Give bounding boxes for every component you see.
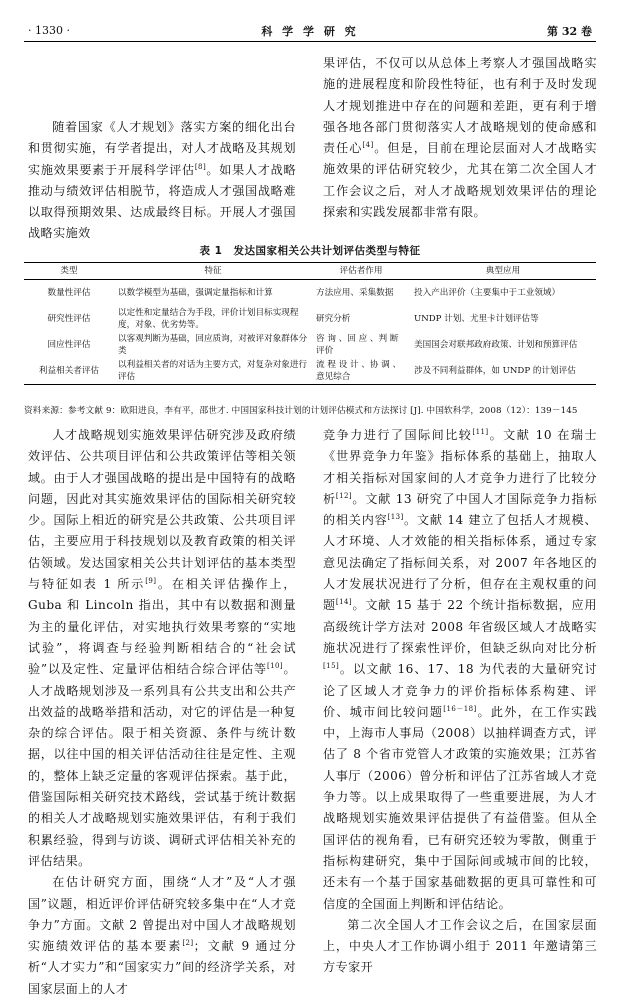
table-cell: 研究性评估 — [47, 314, 91, 324]
table-cell: 美国国会对联邦政府政策、计划和预算评估 — [414, 340, 578, 350]
table-cell: 以利益相关者的对话为主要方式，对复杂对象进行评估 — [114, 358, 312, 385]
running-header — [24, 22, 596, 40]
citation-ref: [11] — [472, 427, 489, 436]
table-cell: UNDP 计划、尤里卡计划评估等 — [414, 314, 539, 324]
paragraph: 随着国家《人才规划》落实方案的细化出台和贯彻实施，有学者提出，对人才战略及其规划实施效果要素于开展科学评估[8]。如果人才战略推动与绩效评估相脱节，将造成人才强国战略难以取得预期效果、达成最终目标。开展人才强国战略实施效 — [28, 120, 296, 241]
citation-ref: [13] — [387, 513, 404, 522]
paragraph: 人才战略规划实施效果评估研究涉及政府绩效评估、公共项目评估和公共政策评估等相关领域。由于人才强国战略的提出是中国特有的战略问题，因此对其实施效果评估的国际相关研究较少。国际上相近的研究是公共政策、公共项目评估，主要应用于科技规划以及教育政策的相关评估领域。发达国家相关公共计划评估的基本类型与特征如表 1 所示[9]。在相关评估操作上，Guba 和 Lincoln 指出，其中有以数据和测量为主的量化评估，对实地执行效果考察的“实地试验”，将调查与经验判断相结合的“社会试验”以及定性、定量评估相结合综合评估等[10]。人才战略规划涉及一系列具有公共支出和公共产出效益的战略举措和活动，对它的评估是一种复杂的综合评估。限于相关资源、条件与统计数据，以往中国的相关评估活动往往是定性、主观的，整体上缺乏定量的客观评估探索。基于此，借鉴国际相关研究技术路线，尝试基于统计数据的相关人才战略规划实施效果评估，有利于我们积累经验，得到与访谈、调研式评估相关补充的评估结果。 — [28, 428, 296, 868]
table-row — [24, 306, 596, 332]
column-header: 类型 — [24, 263, 114, 280]
citation-ref: [8] — [194, 162, 207, 171]
upper-right-column — [323, 53, 597, 223]
citation-ref: [2] — [182, 939, 194, 948]
table-row — [24, 280, 596, 307]
table-source-note: 资料来源：参考文献 9：欧阳进良，李有平，邵世才. 中国国家科技计划的计划评估模式和方法探讨 [J]. 中国软科学，2008（12）：139－145 — [24, 406, 578, 416]
page-number: · 1330 · — [28, 24, 70, 37]
volume-label: 第 32 卷 — [547, 25, 592, 38]
citation-ref: [9] — [145, 577, 157, 586]
table-row — [24, 358, 596, 385]
journal-title: 科 学 学 研 究 — [261, 25, 359, 38]
upper-left-column — [28, 117, 296, 245]
citation-ref: [4] — [362, 141, 374, 150]
column-header: 典型应用 — [410, 263, 596, 280]
column-header: 特征 — [114, 263, 312, 280]
paragraph: 竞争力进行了国际间比较[11]。文献 10 在瑞士《世界竞争力年鉴》指标体系的基础上，抽取人才相关指标对国家间的人才竞争力进行了比较分析[12]。文献 13 研究了中国人才国际竞争力指标的相关内容[13]。文献 14 建立了包括人才规模、人才环境、人才效能的相关指标体系，通过专家意见法确定了指标间关系，对 2007 年各地区的人才发展状况进行了分析，但存在主观权重的问题[14]。文献 15 基于 22 个统计指标数据，应用高级统计学方法对 2008 年省级区域人才战略实施状况进行了探索性评价，但缺乏纵向对比分析[15]。以文献 16、17、18 为代表的大量研究讨论了区域人才竞争力的评价指标体系构建、评价、城市间比较问题[16－18]。此外，在工作实践中，上海市人事局（2008）以抽样调查方式，评估了 8 个省市党管人才政策的实施效果；江苏省人事厅（2006）曾分析和评估了江苏省域人才竞争力等。以上成果取得了一些重要进展，为人才战略规划实施效果评估提供了有益借鉴。但从全国评估的视角看，已有研究还较为零散，侧重于指标构建研究，集中于国际间或城市间的比较，还未有一个基于国家基础数据的更具可靠性和可信度的全国面上判断和评估结论。 — [323, 427, 597, 911]
table-cell: 以数学模型为基础，强调定量指标和计算 — [118, 288, 273, 298]
header-rule — [24, 41, 596, 42]
table-row — [24, 332, 596, 358]
citation-ref: [12] — [335, 491, 353, 500]
paragraph: 第二次全国人才工作会议之后，在国家层面上，中央人才工作协调小组于 2011 年邀请第三方专家开 — [323, 917, 597, 975]
table-cell: 数量性评估 — [47, 288, 91, 298]
table-cell: 咨 询 、回 应 、判 断评价 — [316, 334, 399, 356]
citation-ref: [14] — [335, 598, 353, 607]
table-cell: 研究分析 — [316, 314, 351, 324]
table-cell: 流 程 设 计 、协 调 、意见综合 — [312, 358, 410, 385]
citation-ref: [16－18] — [443, 704, 477, 713]
table-cell: 回应性评估 — [47, 340, 91, 350]
evaluation-types-table — [24, 262, 596, 385]
table-cell: 涉及不同利益群体，如 UNDP 的计划评估 — [410, 358, 596, 385]
citation-ref: [15] — [323, 662, 340, 671]
table-header-row — [24, 263, 596, 280]
table-cell: 方法应用、采集数据 — [316, 288, 394, 298]
paragraph: 在估计研究方面，围绕“人才”及“人才强国”议题，相近评价评估研究较多集中在“人才竞争力”方面。文献 2 曾提出对中国人才战略规划实施绩效评估的基本要素[2]；文献 9 通过分析“人才实力”和“国家实力”间的经济学关系，对国家层面上的人才 — [28, 875, 297, 996]
table-cell: 以定性和定量结合为手段，评价计划目标实现程度，对象、优劣势等。 — [118, 308, 299, 330]
table-cell: 以客观判断为基础，回应质询，对被评对象群体分类 — [118, 334, 308, 356]
paragraph: 果评估，不仅可以从总体上考察人才强国战略实施的进展程度和阶段性特征，也有利于及时发现人才规划推进中存在的问题和差距，更有利于增强各地各部门贯彻落实人才战略规划的使命感和责任心[4]。但是，目前在理论层面对人才战略实施效果的评估研究较少，尤其在第二次全国人才工作会议之后，对人才战略规划效果评估的理论探索和实践发展都非常有限。 — [323, 56, 597, 220]
citation-ref: [10] — [266, 662, 284, 671]
lower-left-column — [28, 425, 296, 1000]
table-caption: 表 1 发达国家相关公共计划评估类型与特征 — [199, 245, 421, 257]
lower-right-column — [323, 425, 597, 979]
column-header: 评估者作用 — [312, 263, 410, 280]
table-cell: 利益相关者评估 — [24, 358, 114, 385]
table-cell: 投入产出评价（主要集中于工业领域） — [414, 288, 561, 298]
